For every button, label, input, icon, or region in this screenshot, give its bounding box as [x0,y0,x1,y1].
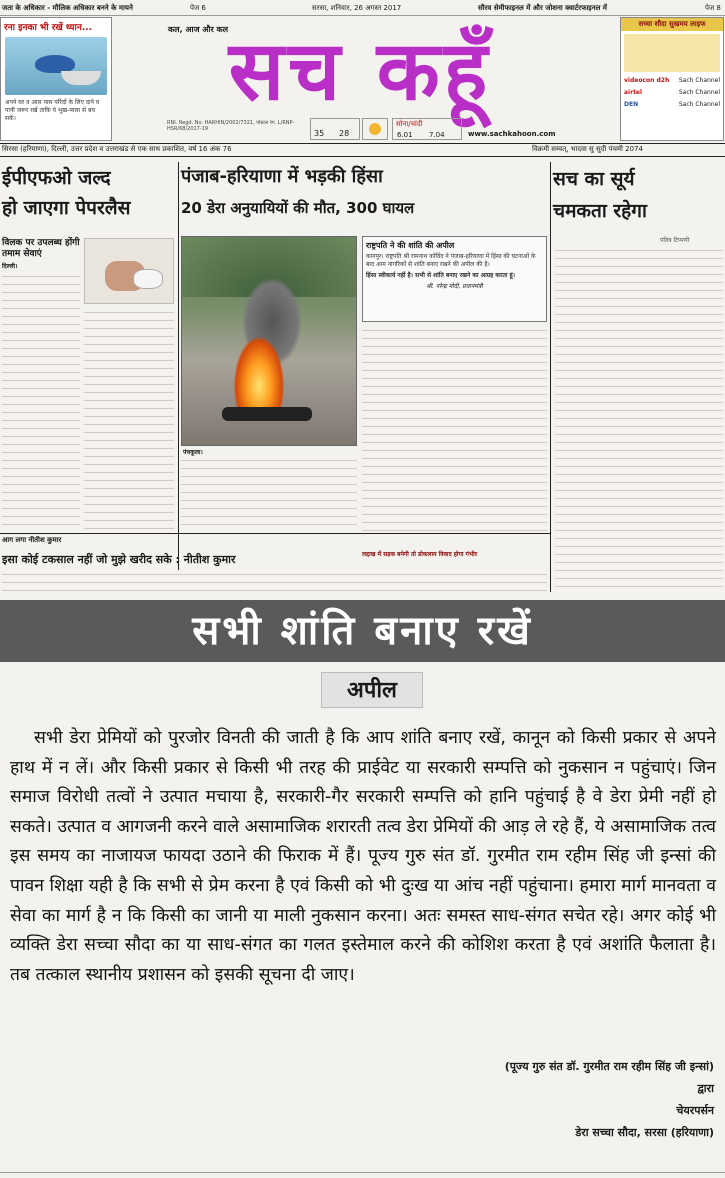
pm-byline: श्री. नरेन्द्र मोदी, प्रधानमंत्री [426,283,483,290]
left-headline-line1: ईपीएफओ जल्द [2,167,111,189]
rates-box [392,118,462,140]
bird-illustration [5,37,107,95]
edition-left: सिरसा (हरियाणा), दिल्ली, उत्तर प्रदेश व उत्तराखंड से एक साथ प्रकाशित, वर्ष 16 अंक 76 [2,145,232,153]
left-sub-headline[interactable]: विलक पर उपलब्ध होंगी तमाम सेवाएं [2,238,80,259]
right-headline-line2: चमकता रहेगा [553,200,647,222]
ad-banner [624,34,720,72]
brand-den: DEN [624,101,639,108]
center-story-body [181,456,357,532]
top-left-headline[interactable]: जता के अधिकार - मौलिक अधिकार बनने के मायने [2,4,133,12]
main-headline[interactable]: पंजाब-हरियाणा में भड़की हिंसा [181,166,383,187]
president-title: राष्ट्रपति ने की शांति की अपील [366,241,455,250]
right-byline: पवित्र टिप्पणी [660,237,690,244]
masthead-tagline: कल, आज और कल [168,25,229,34]
rate-silver: 7.04 [429,131,445,139]
weather-box [310,118,360,140]
appeal-banner [0,600,725,662]
left-story-body [2,272,80,530]
edition-strip [2,144,722,155]
epfo-photo [84,238,174,304]
teaser-body: अपने घर व आस पास परिंदों के लिए दाने व पानी जरूर रखें ताकि ये भूख-प्यास से बच सकें। [5,99,100,122]
middle-story-body [362,326,547,532]
right-headline-line1: सच का सूर्य [553,168,635,190]
temp-min: 28 [339,129,350,138]
top-right-page: पेज 8 [705,4,721,12]
sun-icon [362,118,388,140]
violence-photo[interactable] [181,236,357,446]
appeal-body: सभी डेरा प्रेमियों को पुरजोर विनती की जाती है कि आप शांति बनाए रखें, कानून को किसी प्रकार से अपने हाथ में न लें। और किसी प्रकार से किसी भी तरह की प्राईवेट या सरकारी सम्पत्ति को नुकसान न पहुंचाएं। जिन समाज विरोधी तत्वों ने उत्पात मचाया है, सरकारी-गैर सरकारी सम्पत्ति को हानि पहुंचाई है वे डेरा प्रेमी नहीं हो सकते। उत्पात व आगजनी करने वाले असामाजिक शरारती तत्व डेरा प्रेमियों की आड़ ले रहे हैं, ये असामाजिक तत्व इस समय का नाजायज फायदा उठाने की फिराक में हैं। पूज्य गुरु संत डॉ. गुरमीत राम रहीम सिंह जी इन्सां की पावन शिक्षा यही है कि सभी से प्रेम करना है एवं किसी को भी दुःख या आंच नहीं पहुंचाना। हमारा मार्ग मानवता व सेवा का मार्ग है न कि किसी का जानी या माली नुकसान करना। अतः समस्त साध-संगत सचेत रहे। अगर कोई भी व्यक्ति डेरा सच्चा सौदा का या साध-संगत का गलत इस्तेमाल करने की कोशिश करता है एवं अशांति फैलाता है। तब तत्काल स्थानीय प्रशासन को इसकी सूचना दी जाए। [10,728,716,985]
top-right-headline[interactable]: सौरव सेमीफाइनल में और जोशना क्वार्टरफाइनल में [478,4,607,12]
left-headline[interactable] [2,163,130,223]
president-body: कानपुर। राष्ट्रपति श्री रामनाथ कोविंद ने पंजाब-हरियाणा में हिंसा की घटनाओं के बाद आम नागरिकों से शांति बनाए रखने की अपील की है। [366,253,536,268]
ad-title: सच्चा सौदा सुखमय लाइफ [621,18,723,31]
right-story-body [555,246,723,592]
channel-2: Sach Channel [678,89,720,96]
signature-line-2: द्वारा [697,1082,714,1095]
appeal-label: अपील [321,672,423,708]
photo-caption: पंचकूला। [183,449,203,456]
signature-line-3: चेयरपर्सन [676,1104,714,1117]
temp-max: 35 [314,129,325,138]
appeal-banner-text: सभी शांति बनाए रखें [192,608,533,654]
bottom-stories-body [2,570,547,594]
channel-1: Sach Channel [678,77,720,84]
brand-videocon: videocon d2h [624,77,670,84]
left-teaser[interactable] [0,17,112,141]
left-dateline: दिल्ली। [2,263,18,270]
left-story-body-2 [84,308,174,530]
president-box[interactable] [362,236,547,322]
appeal-signature [380,1056,714,1144]
rate-gold: 6.01 [397,131,413,139]
brand-airtel: airtel [624,89,643,96]
nitish-headline[interactable]: इसा कोई टकसाल नहीं जो मुझे खरीद सके : नीतीश कुमार [2,553,236,566]
teaser-title: रना इनका भी रखें ध्यान... [4,23,93,33]
signature-line-1: (पूज्य गुरु संत डॉ. गुरमीत राम रहीम सिंह जी इन्सां) [504,1060,714,1073]
right-headline[interactable] [553,163,723,227]
top-left-page: पेज 6 [190,4,206,12]
reg-line: RNI. Regd. No. HARHIN/2002/7321, पोस्टल रेग. L/RNP-HSR/68/2017-19 [167,120,295,132]
masthead-title[interactable]: सच कहूँ [228,24,492,119]
pm-quote: हिंसा स्वीकार्य नहीं है। सभी से शांति बनाए रखने का आग्रह करता हूं। [366,272,515,279]
main-subheadline[interactable]: 20 डेरा अनुयायियों की मौत, 300 घायल [181,199,415,217]
edition-right: विक्रमी सम्वत्, भादवा सु सुदी पंचमी 2074 [532,145,643,153]
dateline: सरसा, शनिवार, 26 अगस्त 2017 [312,4,402,12]
top-strip [0,2,725,16]
bowl-icon [61,71,101,85]
fire-icon [234,337,284,407]
right-ad[interactable] [620,17,724,141]
website[interactable]: www.sachkahoon.com [468,130,556,138]
left-headline-line2: हो जाएगा पेपरलैस [2,197,131,219]
signature-line-4: डेरा सच्चा सौदा, सरसा (हरियाणा) [575,1126,714,1139]
doklam-headline[interactable]: लद्दाख में सड़क बनेगी तो डोकलाम विवाद होगा गंभीर [362,551,478,558]
left-bottom-headline[interactable]: आग लगा नीतीश कुमार [2,536,62,544]
channel-3: Sach Channel [678,101,720,108]
rates-label: सोना/चांदी [396,120,423,128]
